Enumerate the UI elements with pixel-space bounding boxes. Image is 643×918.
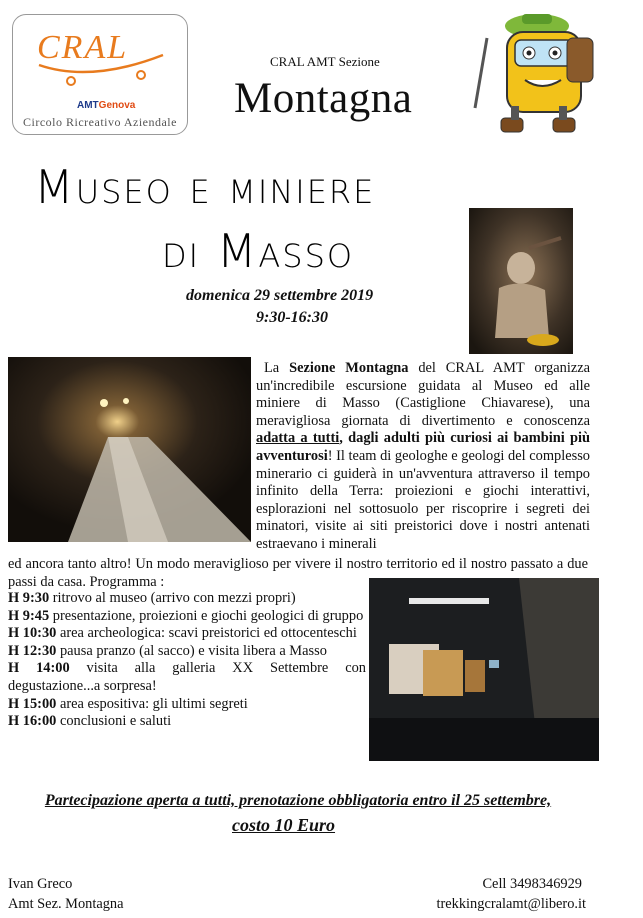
program-text: conclusioni e saluti xyxy=(56,713,172,730)
cost-note: costo 10 Euro xyxy=(232,815,336,835)
bus-mascot-illustration xyxy=(467,8,605,142)
program-item xyxy=(8,590,366,608)
logo-amt: AMTGenova xyxy=(77,100,136,111)
event-time: 9:30-16:30 xyxy=(256,309,328,326)
program-text: pausa pranzo (al sacco) e visita libera a Masso xyxy=(56,642,327,659)
contact-name: Ivan Greco xyxy=(8,876,73,892)
miner-statue-photo xyxy=(469,208,573,354)
main-title-line1: Museo e miniere xyxy=(34,160,376,214)
program-time: H 9:30 xyxy=(8,590,50,606)
section-label: CRAL AMT Sezione xyxy=(270,54,380,69)
cral-logo xyxy=(12,14,188,135)
tunnel-photo xyxy=(8,357,251,542)
program-time: H 12:30 xyxy=(8,642,57,659)
program-item xyxy=(8,696,366,714)
program-item xyxy=(8,643,366,661)
program-time: H 16:00 xyxy=(8,713,57,730)
program-item xyxy=(8,660,366,695)
section-name: Sezione Montagna xyxy=(289,360,409,376)
program-text: ritrovo al museo (arrivo con mezzi propri) xyxy=(49,590,296,606)
participation-note: Partecipazione aperta a tutti, prenotazione obbligatoria entro il 25 settembre, xyxy=(44,792,552,809)
section-title: Montagna xyxy=(234,75,413,122)
program-text: area espositiva: gli ultimi segreti xyxy=(56,695,248,712)
program-text: presentazione, proiezioni e giochi geologici di gruppo xyxy=(49,607,364,624)
suitable-for-all: adatta a tutti xyxy=(256,430,340,447)
program-list xyxy=(8,590,366,731)
contact-left xyxy=(8,874,124,914)
program-item xyxy=(8,608,366,626)
program-time: H 9:45 xyxy=(8,607,50,624)
contact-role: Amt Sez. Montagna xyxy=(8,896,124,912)
main-title-line2: di Masso xyxy=(162,224,355,278)
program-time: H 10:30 xyxy=(8,625,57,642)
intro-paragraph: La Sezione Montagna del CRAL AMT organizza un'incredibile escursione guidata al Museo ed alle miniere di Masso (Castiglione Chiavarese), una meravigliosa giornata di divertimento e conoscenza adatta a tutti, dagli adulti più curiosi ai bambini più avventurosi! Il team di geologhe e geologi del complesso minerario ci guiderà in un'avventura attraverso il tempo infinito della Terra: proiezioni e giochi interattivi, esplorazioni nel sottosuolo per riscoprire i segreti dei minatori, visite ai siti preistorici dove i nostri antenati estraevano i minerali xyxy=(256,360,590,552)
program-time: H 14:00 xyxy=(8,660,70,677)
contact-email[interactable]: trekkingcralamt@libero.it xyxy=(436,896,586,912)
program-time: H 15:00 xyxy=(8,695,57,712)
museum-exhibit-photo xyxy=(369,578,599,761)
program-item xyxy=(8,713,366,731)
logo-brand: CRAL xyxy=(37,29,129,66)
contact-phone: Cell 3498346929 xyxy=(482,876,582,892)
intro-continuation: ed ancora tanto altro! Un modo meraviglioso per vivere il nostro territorio ed il nostro passato a due passi da casa. Programma : xyxy=(8,556,588,590)
event-date: domenica 29 settembre 2019 xyxy=(186,287,374,304)
logo-subtitle: Circolo Ricreativo Aziendale xyxy=(23,115,177,129)
program-item xyxy=(8,625,366,643)
program-text: visita alla galleria XX Settembre con degustazione...a sorpresa! xyxy=(8,660,366,694)
contact-right xyxy=(414,874,586,914)
program-text: area archeologica: scavi preistorici ed ottocenteschi xyxy=(56,625,357,642)
